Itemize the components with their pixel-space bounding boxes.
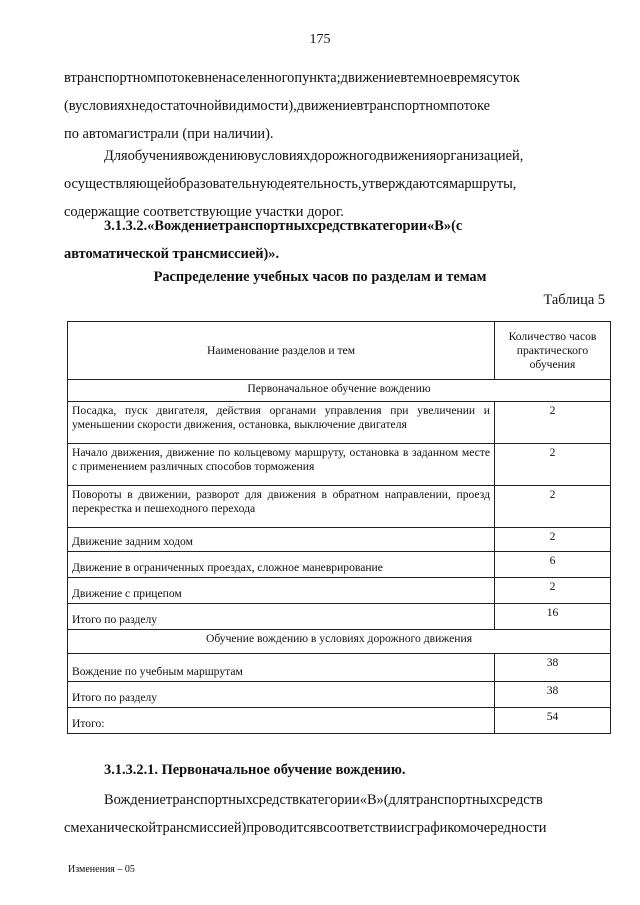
section-title: Первоначальное обучение вождению: [68, 380, 611, 402]
row-name: Итого по разделу: [68, 682, 495, 708]
subsection-heading: [64, 756, 609, 784]
row-name: Повороты в движении, разворот для движения в обратном направлении, проезд перекрестка и пешеходного перехода: [68, 486, 495, 528]
row-hours: 2: [495, 578, 611, 604]
row-hours: 16: [495, 604, 611, 630]
text-line: Вождениетранспортныхсредствкатегории«В»(длятранспортныхсредств: [104, 792, 543, 808]
table-label: Таблица 5: [543, 292, 605, 308]
row-hours: 2: [495, 402, 611, 444]
row-name: Движение в ограниченных проездах, сложное маневрирование: [68, 552, 495, 578]
total-name: Итого:: [68, 708, 495, 734]
section-heading-line1: 3.1.3.2.«Вождениетранспортныхсредствкатегории«В»(с: [104, 218, 463, 234]
text-line: по автомагистрали (при наличии).: [64, 126, 274, 142]
row-name: Движение с прицепом: [68, 578, 495, 604]
row-hours: 38: [495, 682, 611, 708]
table-row: [68, 578, 611, 604]
section-heading: [64, 212, 609, 268]
row-hours: 2: [495, 444, 611, 486]
row-name: Вождение по учебным маршрутам: [68, 654, 495, 682]
table-title: Распределение учебных часов по разделам и темам: [153, 269, 487, 285]
table-row: [68, 654, 611, 682]
table-total-row: [68, 708, 611, 734]
row-name: Посадка, пуск двигателя, действия органами управления при увеличении и уменьшении скорости движения, остановка, выключение двигателя: [68, 402, 495, 444]
table-row: [68, 486, 611, 528]
paragraph-driving: [64, 786, 609, 842]
row-name: Начало движения, движение по кольцевому маршруту, остановка в заданном месте с применением различных способов торможения: [68, 444, 495, 486]
row-hours: 2: [495, 528, 611, 552]
text-line: содержащие соответствующие участки дорог.: [64, 204, 344, 220]
header-name-cell: Наименование разделов и тем: [68, 322, 495, 380]
text-line: втранспортномпотокевненаселенногопункта;движениевтемноевремясуток: [64, 70, 520, 86]
text-line: Дляобучениявождениювусловияхдорожногодвиженияорганизацией,: [104, 148, 524, 164]
row-name: Движение задним ходом: [68, 528, 495, 552]
table-row: [68, 444, 611, 486]
row-hours: 38: [495, 654, 611, 682]
footer-note: Изменения – 05: [68, 864, 135, 875]
table-row: [68, 682, 611, 708]
subsection-heading-text: 3.1.3.2.1. Первоначальное обучение вождению.: [104, 762, 406, 778]
row-hours: 6: [495, 552, 611, 578]
page-number: 175: [309, 32, 331, 47]
table-row: [68, 604, 611, 630]
section-row: [68, 630, 611, 654]
hours-table: [67, 321, 611, 734]
text-line: осуществляющейобразовательнуюдеятельность,утверждаютсямаршруты,: [64, 176, 517, 192]
table-row: [68, 402, 611, 444]
header-hours-cell: Количество часов практического обучения: [495, 322, 611, 380]
table-header-row: [68, 322, 611, 380]
text-line: смеханическойтрансмиссией)проводитсявсоответствиисграфикомочередности: [64, 820, 547, 836]
section-title: Обучение вождению в условиях дорожного движения: [68, 630, 611, 654]
text-line: (вусловияхнедостаточнойвидимости),движениевтранспортномпотоке: [64, 98, 491, 114]
table-row: [68, 552, 611, 578]
row-hours: 2: [495, 486, 611, 528]
row-name: Итого по разделу: [68, 604, 495, 630]
paragraph-continuation: [64, 64, 609, 148]
table-row: [68, 528, 611, 552]
section-heading-line2: автоматической трансмиссией)».: [64, 246, 280, 262]
total-hours: 54: [495, 708, 611, 734]
section-row: [68, 380, 611, 402]
